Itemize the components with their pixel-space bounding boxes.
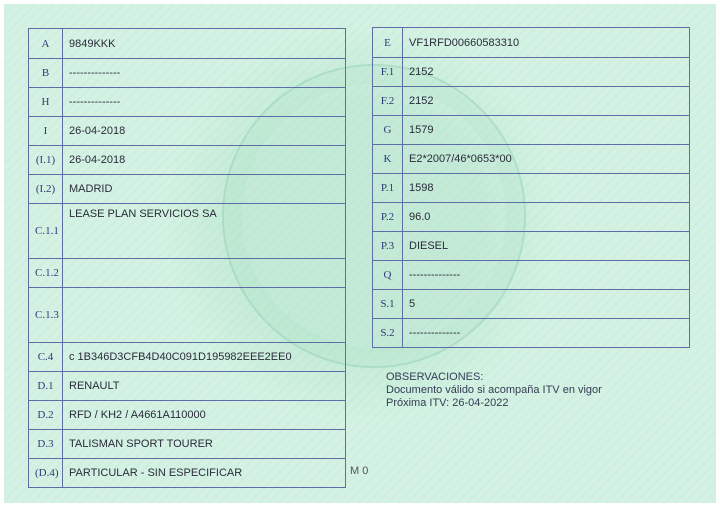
field-value: 26-04-2018 (63, 146, 346, 175)
field-code: A (29, 29, 63, 59)
field-code: Q (373, 261, 403, 290)
field-row-p1 (373, 174, 690, 203)
field-value: 1598 (403, 174, 690, 203)
field-row-i2 (29, 175, 346, 204)
field-row-i (29, 117, 346, 146)
field-row-c12 (29, 259, 346, 288)
observations-block (386, 371, 602, 410)
field-value: -------------- (403, 319, 690, 348)
field-value: E2*2007/46*0653*00 (403, 145, 690, 174)
left-fields-table (28, 28, 346, 488)
field-row-b (29, 59, 346, 88)
field-value: 96.0 (403, 203, 690, 232)
field-value: VF1RFD00660583310 (403, 28, 690, 58)
field-code: S.2 (373, 319, 403, 348)
field-row-i1 (29, 146, 346, 175)
field-value: TALISMAN SPORT TOURER (63, 430, 346, 459)
mark-label: M 0 (350, 465, 369, 477)
field-row-p2 (373, 203, 690, 232)
observations-line: Documento válido si acompaña ITV en vigor (386, 384, 602, 396)
field-row-c4 (29, 343, 346, 372)
field-row-d1 (29, 372, 346, 401)
field-row-s1 (373, 290, 690, 319)
field-value: MADRID (63, 175, 346, 204)
field-code: I (29, 117, 63, 146)
field-code: C.1.3 (29, 288, 63, 343)
field-value: 26-04-2018 (63, 117, 346, 146)
field-code: (D.4) (29, 459, 63, 488)
field-row-e (373, 28, 690, 58)
field-value: -------------- (403, 261, 690, 290)
observations-title: OBSERVACIONES: (386, 371, 484, 383)
vehicle-registration-document (4, 4, 716, 503)
field-row-h (29, 88, 346, 117)
field-row-a (29, 29, 346, 59)
field-code: D.2 (29, 401, 63, 430)
field-row-d2 (29, 401, 346, 430)
field-row-g (373, 116, 690, 145)
field-value: RENAULT (63, 372, 346, 401)
field-row-c11 (29, 204, 346, 259)
field-code: (I.2) (29, 175, 63, 204)
right-fields-table (372, 27, 690, 348)
field-value (63, 259, 346, 288)
field-code: G (373, 116, 403, 145)
field-code: D.1 (29, 372, 63, 401)
field-value: 2152 (403, 58, 690, 87)
field-code: P.3 (373, 232, 403, 261)
field-row-q (373, 261, 690, 290)
field-code: F.2 (373, 87, 403, 116)
field-code: H (29, 88, 63, 117)
field-code: K (373, 145, 403, 174)
field-code: (I.1) (29, 146, 63, 175)
field-code: S.1 (373, 290, 403, 319)
field-value: 9849KKK (63, 29, 346, 59)
field-row-p3 (373, 232, 690, 261)
field-value: -------------- (63, 88, 346, 117)
field-code: C.1.1 (29, 204, 63, 259)
field-code: B (29, 59, 63, 88)
field-value: 2152 (403, 87, 690, 116)
field-code: C.4 (29, 343, 63, 372)
field-row-s2 (373, 319, 690, 348)
field-value: -------------- (63, 59, 346, 88)
field-row-k (373, 145, 690, 174)
observations-line: Próxima ITV: 26-04-2022 (386, 397, 509, 409)
field-value: RFD / KH2 / A4661A110000 (63, 401, 346, 430)
field-row-f2 (373, 87, 690, 116)
field-value: 1579 (403, 116, 690, 145)
field-value (63, 288, 346, 343)
field-code: P.2 (373, 203, 403, 232)
field-value: DIESEL (403, 232, 690, 261)
field-row-f1 (373, 58, 690, 87)
field-code: P.1 (373, 174, 403, 203)
field-value: 5 (403, 290, 690, 319)
field-code: D.3 (29, 430, 63, 459)
field-row-d4 (29, 459, 346, 488)
field-code: F.1 (373, 58, 403, 87)
field-value: LEASE PLAN SERVICIOS SA (63, 204, 346, 259)
field-code: E (373, 28, 403, 58)
field-value: PARTICULAR - SIN ESPECIFICAR (63, 459, 346, 488)
field-code: C.1.2 (29, 259, 63, 288)
field-value: c 1B346D3CFB4D40C091D195982EEE2EE0 (63, 343, 346, 372)
field-row-c13 (29, 288, 346, 343)
field-row-d3 (29, 430, 346, 459)
